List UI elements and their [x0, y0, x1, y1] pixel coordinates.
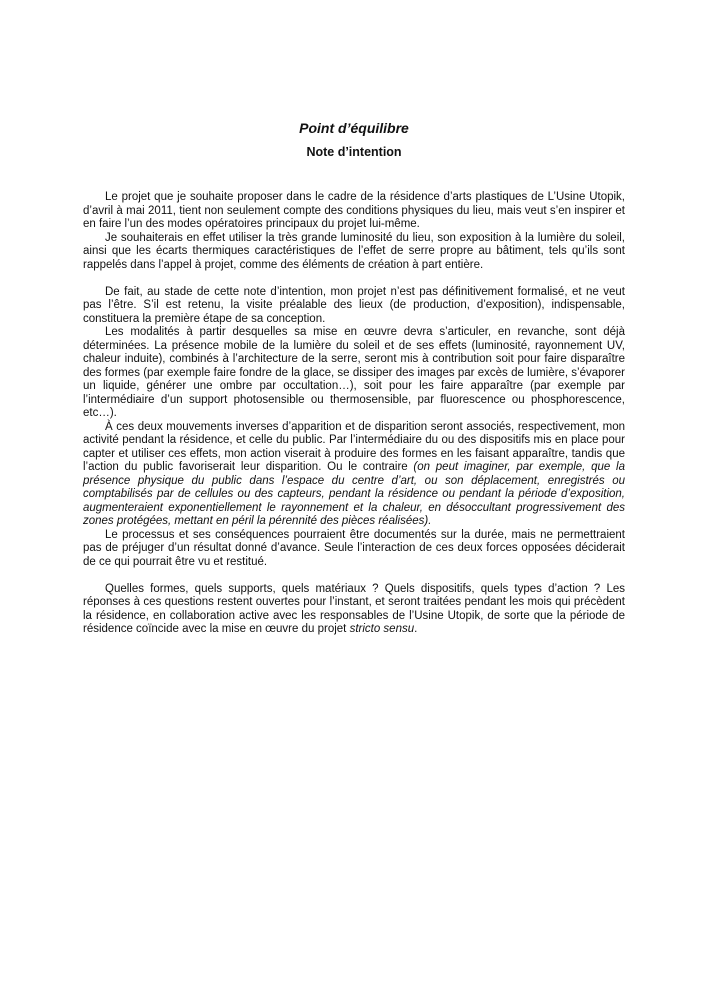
- paragraph-segment: .: [414, 623, 418, 635]
- paragraph-segment: Quelles formes, quels supports, quels matériaux ? Quels dispositifs, quels types d’action ? Les réponses à ces questions restent ouvertes pour l’instant, et seront traitées pendant les mois qui précèdent la résidence, en collaboration active avec les responsables de l’Usine Utopik, de sorte que la période de résidence coïncide avec la mise en œuvre du projet: [83, 582, 625, 635]
- paragraph: [83, 421, 625, 529]
- paragraph-group: [83, 286, 625, 570]
- document-subtitle: Note d’intention: [306, 145, 402, 159]
- document-title: Point d’équilibre: [299, 120, 409, 136]
- paragraph: Le projet que je souhaite proposer dans le cadre de la résidence d’arts plastiques de L’Usine Utopik, d’avril à mai 2011, tient non seulement compte des conditions physiques du lieu, mais veut s’en inspirer et en faire l’un des modes opératoires principaux du projet lui-même.: [83, 191, 625, 230]
- paragraph: De fait, au stade de cette note d’intention, mon projet n’est pas définitivement formalisé, et ne veut pas l’être. S’il est retenu, la visite préalable des lieux (de production, d’exposition), indispensable, constituera la première étape de sa conception.: [83, 285, 625, 325]
- paragraph-segment-italic: (on peut imaginer, par exemple, que la présence physique du public dans l’espace du centre d’art, ou son déplacement, enregistrés ou comptabilisés par de cellules ou des capteurs, pendant la résidence ou pendant la période d’exposition, augmenteraient exponentiellement le rayonnement et la chaleur, en désoccultant progressivement des zones protégées, mettant en péril la pérennité des pièces réalisées).: [83, 461, 625, 527]
- paragraph-segment-italic: stricto sensu: [349, 623, 415, 635]
- paragraph-group: [83, 583, 625, 637]
- paragraph-segment: À ces deux mouvements inverses d’apparition et de disparition seront associés, respectivement, mon activité pendant la résidence, et celle du public. Par l’intermédiaire du ou des dispositifs mis en place pour capter et utiliser ces effets, mon action viserait à produire des formes en les faisant apparaître, tandis que l’action du public favoriserait leur disparition. Ou le contraire: [83, 420, 625, 473]
- document-body: [83, 191, 625, 637]
- paragraph: [83, 583, 625, 637]
- paragraph: Le processus et ses conséquences pourraient être documentés sur la durée, mais ne permettraient pas de préjuger d’un résultat donné d’avance. Seule l’interaction de ces deux forces opposées déciderait de ce qui pourrait être vu et restitué.: [83, 528, 625, 568]
- paragraph: Les modalités à partir desquelles sa mise en œuvre devra s’articuler, en revanche, sont déjà déterminées. La présence mobile de la lumière du soleil et de ses effets (luminosité, rayonnement UV, chaleur induite), combinés à l’architecture de la serre, seront mis à contribution soit pour faire disparaître des formes (par exemple faire fondre de la glace, se dissiper des images par excès de lumière, s’évaporer un liquide, générer une ombre par occultation…), soit pour les faire apparaître (par exemple par l’intermédiaire d’un support photosensible ou thermosensible, par fluorescence ou phosphorescence, etc…).: [83, 326, 625, 419]
- paragraph-group: [83, 191, 625, 272]
- paragraph: Je souhaiterais en effet utiliser la très grande luminosité du lieu, son exposition à la lumière du soleil, ainsi que les écarts thermiques caractéristiques de l’effet de serre propre au bâtiment, tels qu’ils sont rappelés dans l’appel à projet, comme des éléments de création à part entière.: [83, 231, 625, 271]
